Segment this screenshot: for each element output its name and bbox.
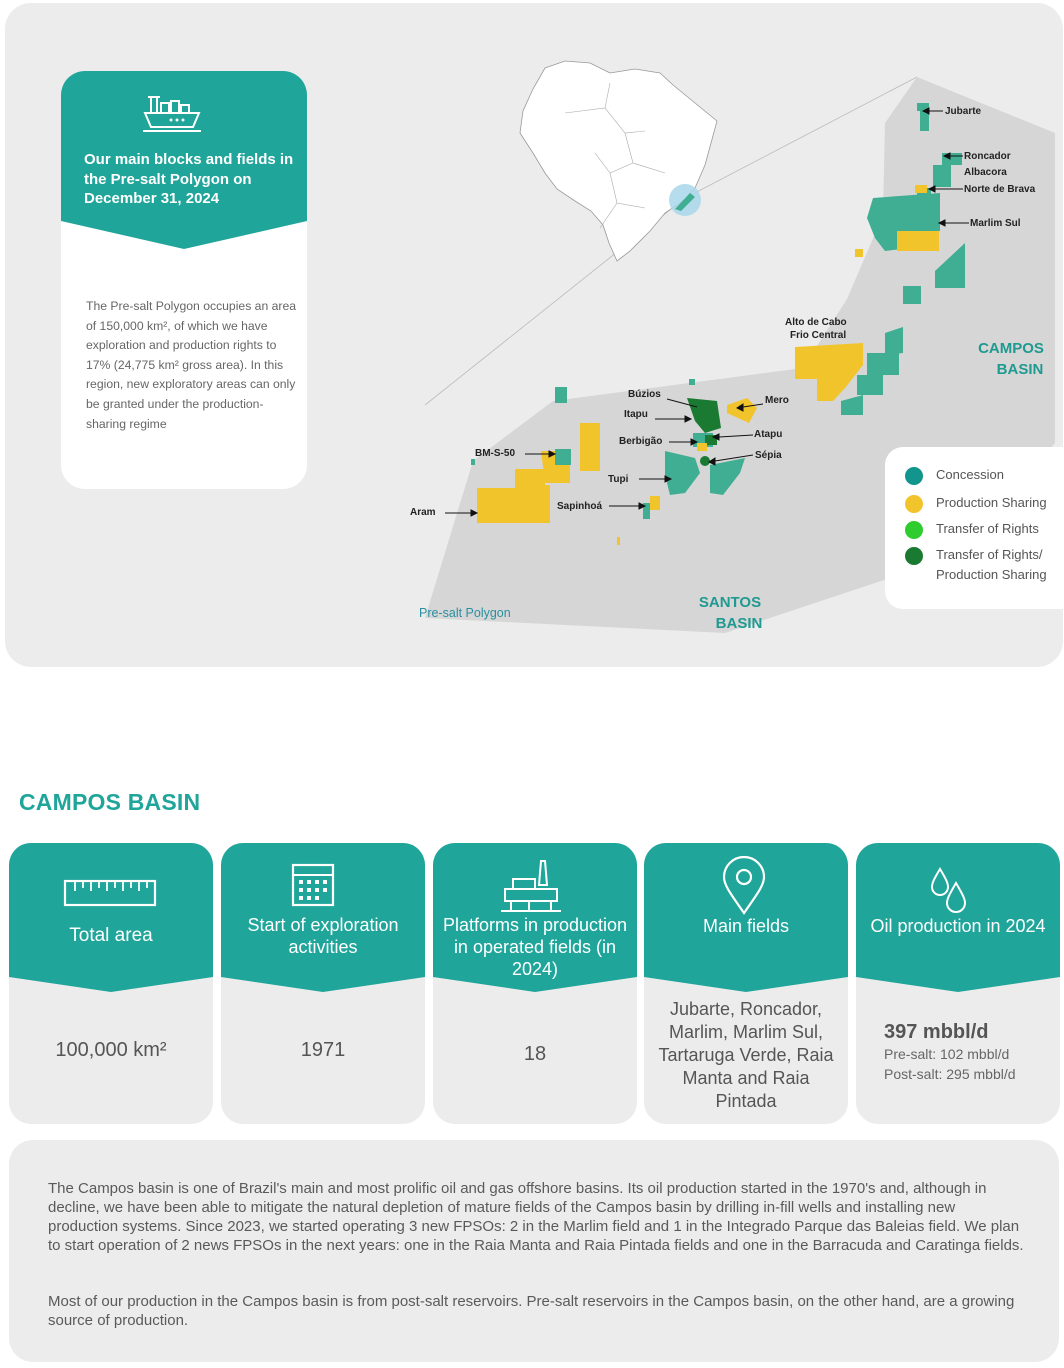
- post-salt-value: Post-salt: 295 mbbl/d: [884, 1066, 1016, 1082]
- card-value: 100,000 km²: [55, 1039, 167, 1061]
- brazil-outline: [520, 61, 717, 261]
- legend-label: Transfer of Rights: [936, 521, 1039, 536]
- card-start-exploration: [221, 843, 425, 1124]
- card-label: Total area: [69, 925, 153, 946]
- info-card: [61, 71, 307, 489]
- info-card-text: The Pre-salt Polygon occupies an area of 150,000 km², of which we have exploration and production rights to 17% (24,775 km² gross area). In this region, new exploratory areas can only be granted under the production-sharing regime: [86, 299, 297, 431]
- platform-icon: [433, 855, 637, 915]
- legend-dot: [905, 547, 923, 565]
- label-atapu: Atapu: [754, 429, 783, 440]
- santos-basin-label-2: BASIN: [715, 615, 763, 632]
- santos-basin-label: SANTOS: [698, 594, 762, 611]
- campos-text-panel: [9, 1140, 1059, 1362]
- card-value: 397 mbbl/d: [884, 1021, 989, 1043]
- label-marlim-sul: Marlim Sul: [970, 218, 1021, 229]
- label-mero: Mero: [765, 395, 789, 406]
- legend-dot: [905, 521, 923, 539]
- card-oil-production: [856, 843, 1060, 1124]
- label-aram: Aram: [410, 507, 436, 518]
- card-label: Platforms in production in operated fields (in 2024): [442, 915, 628, 979]
- label-itapu: Itapu: [624, 409, 648, 420]
- legend-dot: [905, 495, 923, 513]
- location-pin-icon: [644, 855, 848, 915]
- campos-paragraph-1: The Campos basin is one of Brazil's main and most prolific oil and gas offshore basins. Its oil production started in the 1970's and, although in decline, we have been able to mitigate the natural depletion of mature fields of the Campos basin by drilling in-fill wells and installing new production systems. Since 2023, we started operating 3 new FPSOs: 2 in the Marlim field and 1 in the Integrado Parque das Baleias field. We plan to start operation of 2 news FPSOs in the next years: one in the Raia Manta and Raia Pintada fields and one in the Barracuda and Caratinga fields.: [48, 1180, 1024, 1254]
- campos-basin-label-2: BASIN: [996, 361, 1044, 378]
- pre-salt-value: Pre-salt: 102 mbbl/d: [884, 1046, 1010, 1062]
- campos-paragraph-2: Most of our production in the Campos basin is from post-salt reservoirs. Pre-salt reservoirs in the Campos basin, on the other hand, are a growing source of production.: [48, 1293, 1015, 1329]
- label-jubarte: Jubarte: [945, 106, 982, 117]
- card-value: Jubarte, Roncador, Marlim, Marlim Sul, Tartaruga Verde, Raia Manta and Raia Pintada: [658, 999, 834, 1111]
- campos-basin-label: CAMPOS: [978, 340, 1044, 357]
- legend-label: Concession: [936, 467, 1004, 482]
- card-total-area: [9, 843, 213, 1124]
- ruler-icon: [9, 855, 213, 915]
- label-albacora: Albacora: [964, 167, 1007, 178]
- card-value: 18: [523, 1043, 547, 1065]
- label-roncador: Roncador: [964, 151, 1011, 162]
- card-label: Oil production in 2024: [870, 916, 1046, 936]
- card-value: 1971: [300, 1039, 346, 1061]
- ship-icon: [141, 91, 203, 135]
- label-sapinhoa: Sapinhoá: [557, 501, 603, 512]
- legend-label: Transfer of Rights/ Production Sharing: [936, 547, 1047, 582]
- label-tupi: Tupi: [608, 474, 629, 485]
- card-platforms: [433, 843, 637, 1124]
- map-legend: [885, 447, 1064, 609]
- label-alto-de-cabo: Alto de Cabo: [785, 317, 847, 328]
- legend-label: Production Sharing: [936, 495, 1047, 510]
- label-bm-s-50: BM-S-50: [475, 448, 516, 459]
- card-label: Main fields: [702, 916, 790, 936]
- campos-section-title: CAMPOS BASIN: [19, 789, 201, 815]
- label-sepia: Sépia: [755, 450, 782, 461]
- label-buzios: Búzios: [628, 389, 661, 400]
- card-main-fields: [644, 843, 848, 1124]
- legend-dot: [905, 467, 923, 485]
- oil-drops-icon: [856, 855, 1060, 915]
- polygon-label: Pre-salt Polygon: [419, 606, 511, 620]
- card-label: Start of exploration activities: [247, 915, 399, 957]
- label-norte-de-brava: Norte de Brava: [964, 184, 1036, 195]
- calendar-icon: [221, 855, 425, 915]
- label-frio-central: Frio Central: [790, 330, 847, 341]
- info-card-title: Our main blocks and fields in the Pre-salt Polygon on December 31, 2024: [84, 151, 294, 207]
- label-berbigao: Berbigão: [619, 436, 663, 447]
- zoom-line: [691, 77, 917, 195]
